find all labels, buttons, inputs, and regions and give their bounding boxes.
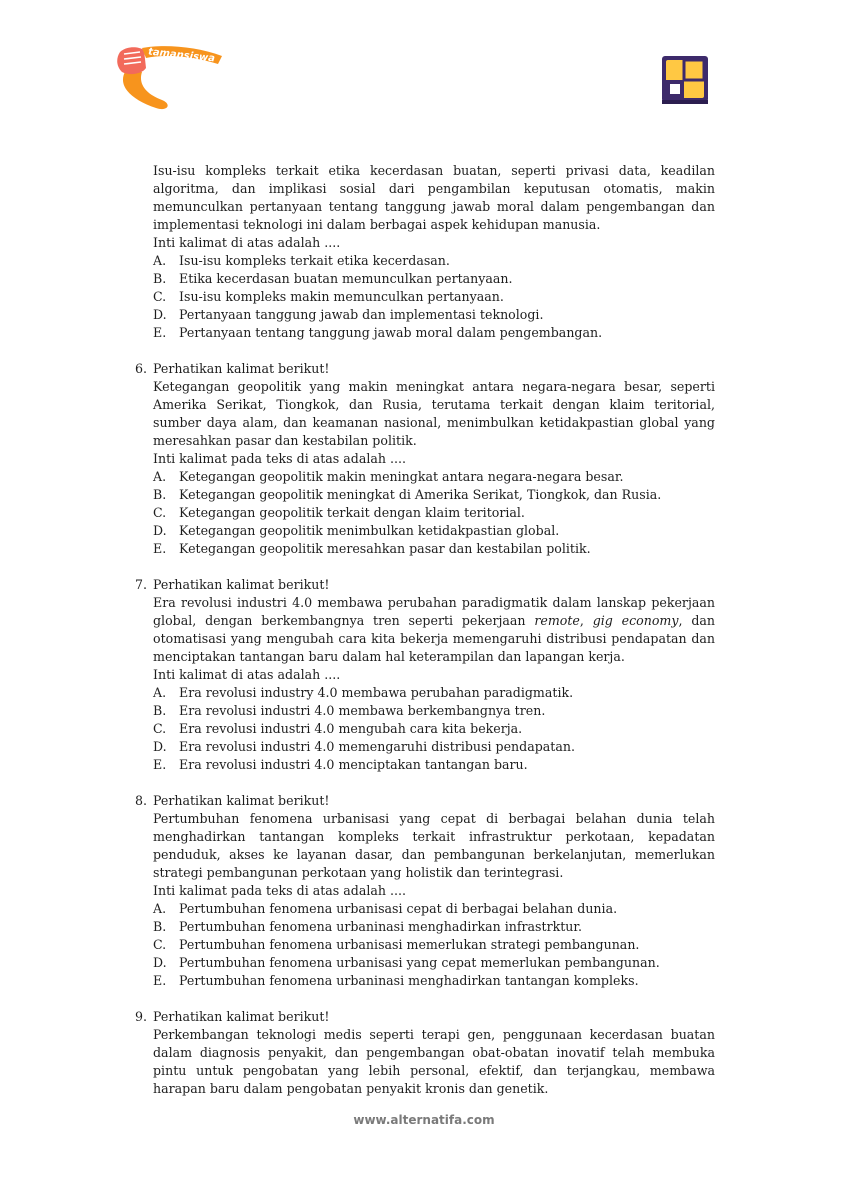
- brand-name: tamansiswa: [147, 46, 216, 65]
- option-text: Isu-isu kompleks terkait etika kecerdasan.: [179, 253, 450, 268]
- option-text: Etika kecerdasan buatan memunculkan pertanyaan.: [179, 271, 513, 286]
- option: [153, 522, 715, 540]
- option: [153, 936, 715, 954]
- option: [153, 918, 715, 936]
- option-text: Pertanyaan tanggung jawab dan implementasi teknologi.: [179, 307, 544, 322]
- option-letter: A.: [153, 469, 167, 484]
- option-text: Era revolusi industri 4.0 membawa berkembangnya tren.: [179, 703, 546, 718]
- option-text: Pertumbuhan fenomena urbanisasi yang cepat memerlukan pembangunan.: [179, 955, 660, 970]
- paragraph-italic-term: gig economy: [592, 613, 679, 628]
- option-letter: E.: [153, 973, 167, 988]
- option: [153, 468, 715, 486]
- option: [153, 540, 715, 558]
- alternatifa-square-logo-icon: [658, 54, 712, 106]
- question-number: 9.: [135, 1009, 148, 1024]
- option-text: Ketegangan geopolitik menimbulkan ketidakpastian global.: [179, 523, 560, 538]
- question-paragraph: Ketegangan geopolitik yang makin meningkat antara negara-negara besar, seperti Amerika Serikat, Tiongkok, dan Rusia, terutama terkait dengan klaim teritorial, sumber daya alam, dan keamanan nasional, menimbulkan ketidakpastian global yang meresahkan pasar dan kestabilan politik.: [153, 379, 715, 448]
- option-letter: D.: [153, 955, 167, 970]
- option-letter: C.: [153, 505, 167, 520]
- question-prompt: Perhatikan kalimat berikut!: [153, 577, 330, 592]
- option-letter: D.: [153, 523, 167, 538]
- question-prompt: Perhatikan kalimat berikut!: [153, 361, 330, 376]
- intro-question: [135, 162, 715, 342]
- question-9: [135, 1008, 715, 1098]
- option-text: Ketegangan geopolitik meresahkan pasar dan kestabilan politik.: [179, 541, 591, 556]
- option: [153, 756, 715, 774]
- question-6: [135, 360, 715, 558]
- option: [153, 270, 715, 288]
- option-text: Era revolusi industri 4.0 menciptakan tantangan baru.: [179, 757, 528, 772]
- option-text: Era revolusi industri 4.0 memengaruhi distribusi pendapatan.: [179, 739, 575, 754]
- question-instruction: Inti kalimat pada teks di atas adalah ....: [153, 883, 407, 898]
- option-letter: B.: [153, 487, 167, 502]
- option-letter: D.: [153, 739, 167, 754]
- question-number: 6.: [135, 361, 148, 376]
- question-content: [135, 162, 715, 1098]
- option: [153, 954, 715, 972]
- intro-options: [153, 252, 715, 342]
- question-prompt: Perhatikan kalimat berikut!: [153, 1009, 330, 1024]
- option-text: Isu-isu kompleks makin memunculkan pertanyaan.: [179, 289, 504, 304]
- question-options: [153, 900, 715, 990]
- question-number: 7.: [135, 577, 148, 592]
- intro-instruction: Inti kalimat di atas adalah ....: [153, 235, 341, 250]
- option-text: Era revolusi industri 4.0 mengubah cara kita bekerja.: [179, 721, 523, 736]
- option-letter: C.: [153, 721, 167, 736]
- option-text: Pertumbuhan fenomena urbaninasi menghadirkan infrastrktur.: [179, 919, 583, 934]
- option-letter: A.: [153, 901, 167, 916]
- option-letter: A.: [153, 685, 167, 700]
- paragraph-italic-term: remote: [534, 613, 580, 628]
- option-text: Era revolusi industry 4.0 membawa perubahan paradigmatik.: [179, 685, 574, 700]
- option-letter: B.: [153, 919, 167, 934]
- option: [153, 252, 715, 270]
- page-header: [0, 0, 848, 140]
- option: [153, 684, 715, 702]
- question-7: [135, 576, 715, 774]
- option: [153, 702, 715, 720]
- option: [153, 738, 715, 756]
- option-letter: E.: [153, 757, 167, 772]
- question-paragraph: [153, 594, 715, 666]
- option-letter: E.: [153, 541, 167, 556]
- question-paragraph: Pertumbuhan fenomena urbanisasi yang cepat di berbagai belahan dunia telah menghadirkan tantangan kompleks terkait infrastruktur perkotaan, kepadatan penduduk, akses ke layanan dasar, dan pembangunan berkelanjutan, memerlukan strategi pembangunan perkotaan yang holistik dan terintegrasi.: [153, 811, 715, 880]
- question-options: [153, 468, 715, 558]
- option-text: Pertanyaan tentang tanggung jawab moral dalam pengembangan.: [179, 325, 603, 340]
- option-letter: B.: [153, 271, 167, 286]
- tamansiswa-fist-logo-icon: [112, 42, 232, 114]
- option: [153, 504, 715, 522]
- option-text: Pertumbuhan fenomena urbaninasi menghadirkan tantangan kompleks.: [179, 973, 639, 988]
- option: [153, 324, 715, 342]
- question-instruction: Inti kalimat pada teks di atas adalah ....: [153, 451, 407, 466]
- option: [153, 900, 715, 918]
- question-instruction: Inti kalimat di atas adalah ....: [153, 667, 341, 682]
- option: [153, 972, 715, 990]
- question-options: [153, 684, 715, 774]
- question-8: [135, 792, 715, 990]
- option-text: Pertumbuhan fenomena urbanisasi cepat di berbagai belahan dunia.: [179, 901, 618, 916]
- footer-website: www.alternatifa.com: [353, 1113, 495, 1127]
- paragraph-separator: ,: [579, 613, 593, 628]
- option-text: Ketegangan geopolitik meningkat di Amerika Serikat, Tiongkok, dan Rusia.: [179, 487, 662, 502]
- question-paragraph: Perkembangan teknologi medis seperti terapi gen, penggunaan kecerdasan buatan dalam diagnosis penyakit, dan pengembangan obat-obatan inovatif telah membuka pintu untuk pengobatan yang lebih personal, efektif, dan terjangkau, membawa harapan baru dalam pengobatan penyakit kronis dan genetik.: [153, 1027, 715, 1096]
- option-letter: D.: [153, 307, 167, 322]
- option-text: Pertumbuhan fenomena urbanisasi memerlukan strategi pembangunan.: [179, 937, 640, 952]
- option-letter: B.: [153, 703, 167, 718]
- option: [153, 306, 715, 324]
- option-text: Ketegangan geopolitik makin meningkat antara negara-negara besar.: [179, 469, 624, 484]
- paragraph-text: Era revolusi industri 4.0 membawa perubahan paradigmatik dalam lanskap pekerjaan global, dengan berkembangnya tren seperti pekerjaan: [153, 595, 715, 628]
- option: [153, 288, 715, 306]
- question-prompt: Perhatikan kalimat berikut!: [153, 793, 330, 808]
- paragraph-text: , dan otomatisasi yang mengubah cara kita bekerja memengaruhi distribusi pendapatan dan menciptakan tantangan baru dalam hal keterampilan dan lapangan kerja.: [153, 613, 715, 664]
- option: [153, 486, 715, 504]
- option-letter: A.: [153, 253, 167, 268]
- option-letter: E.: [153, 325, 167, 340]
- option-letter: C.: [153, 289, 167, 304]
- option: [153, 720, 715, 738]
- intro-paragraph: Isu-isu kompleks terkait etika kecerdasan buatan, seperti privasi data, keadilan algoritma, dan implikasi sosial dari pengambilan keputusan otomatis, makin memunculkan pertanyaan tentang tanggung jawab moral dalam pengembangan dan implementasi teknologi ini dalam berbagai aspek kehidupan manusia.: [153, 163, 715, 232]
- option-text: Ketegangan geopolitik terkait dengan klaim teritorial.: [179, 505, 525, 520]
- option-letter: C.: [153, 937, 167, 952]
- question-number: 8.: [135, 793, 148, 808]
